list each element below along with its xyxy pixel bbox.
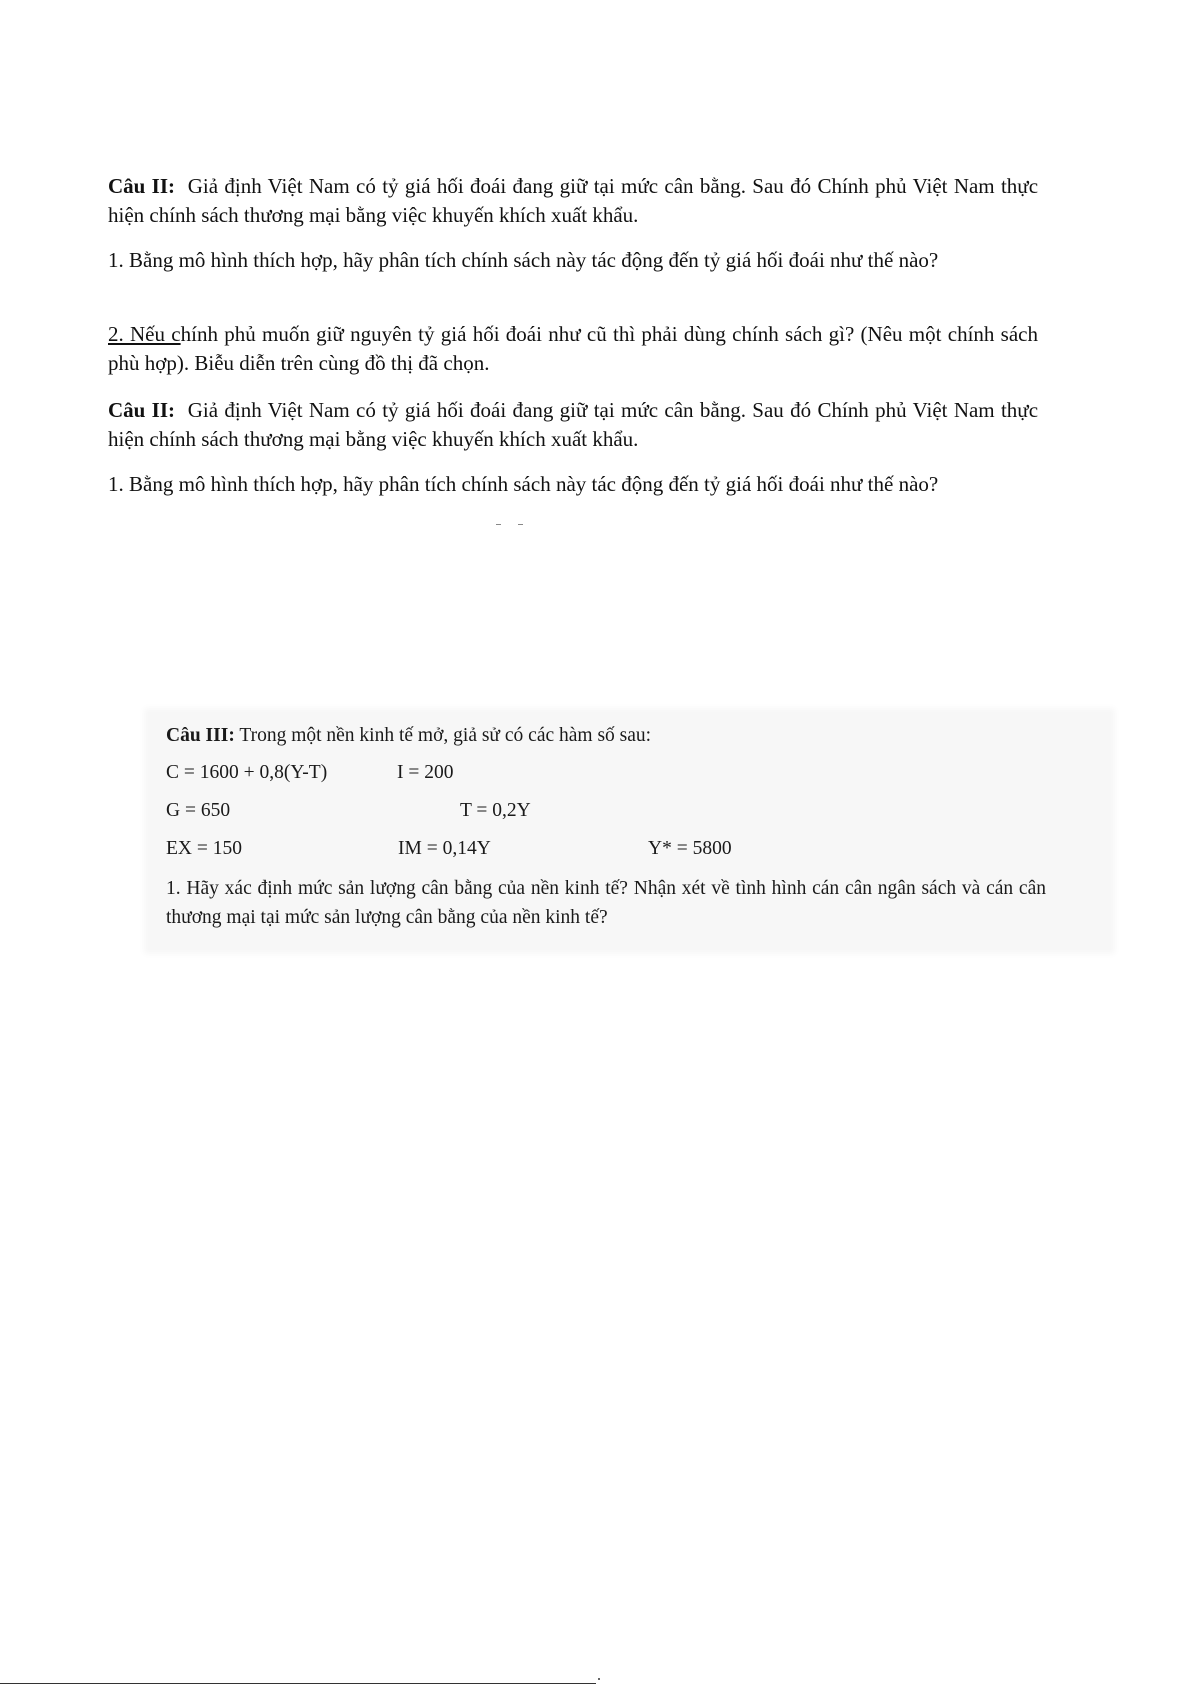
equation-tax: T = 0,2Y	[460, 800, 531, 821]
question-2-repeat-item-1: 1. Bằng mô hình thích hợp, hãy phân tích chính sách này tác động đến tỷ giá hối đoái như thế nào?	[108, 472, 939, 496]
question-2-repeat-text: Giả định Việt Nam có tỷ giá hối đoái đang giữ tại mức cân bằng. Sau đó Chính phủ Việt Nam thực hiện chính sách thương mại bằng việc khuyến khích xuất khẩu.	[108, 398, 1039, 451]
question-2-repeat-label: Câu II:	[108, 398, 176, 422]
equation-import: IM = 0,14Y	[398, 838, 491, 859]
question-2-item-2-text: hính phủ muốn giữ nguyên tỷ giá hối đoái như cũ thì phải dùng chính sách gì? (Nêu một chính sách phù hợp). Biễu diễn trên cùng đồ thị đã chọn.	[108, 322, 1038, 375]
question-3-item-1: 1. Hãy xác định mức sản lượng cân bằng của nền kinh tế? Nhận xét về tình hình cán cân ngân sách và cán cân thương mại tại mức sản lượng cân bằng của nền kinh tế?	[166, 878, 1046, 928]
equation-investment: I = 200	[397, 762, 454, 783]
question-2-repeat-paragraph	[108, 396, 1038, 454]
question-2-paragraph	[108, 172, 1038, 230]
question-2-item-2-underlined: 2. Nếu c	[108, 322, 181, 346]
question-2-item-1: 1. Bằng mô hình thích hợp, hãy phân tích chính sách này tác động đến tỷ giá hối đoái như thế nào?	[108, 248, 939, 272]
scan-artifact	[494, 524, 524, 530]
equation-potential-output: Y* = 5800	[648, 838, 732, 859]
question-2-label: Câu II:	[108, 174, 176, 198]
equation-government: G = 650	[166, 800, 231, 821]
question-3-intro: Trong một nền kinh tế mở, giả sử có các hàm số sau:	[239, 725, 652, 746]
question-3-label: Câu III:	[166, 725, 235, 746]
question-2-item-2	[108, 320, 1038, 378]
question-2-text: Giả định Việt Nam có tỷ giá hối đoái đang giữ tại mức cân bằng. Sau đó Chính phủ Việt Nam thực hiện chính sách thương mại bằng việc khuyến khích xuất khẩu.	[108, 174, 1039, 227]
footer-rule	[0, 1683, 596, 1684]
equation-consumption: C = 1600 + 0,8(Y-T)	[166, 762, 328, 783]
equation-export: EX = 150	[166, 838, 242, 859]
question-3-image-box	[148, 712, 1111, 950]
footer-dot	[598, 1678, 600, 1680]
question-3-heading	[166, 725, 651, 747]
